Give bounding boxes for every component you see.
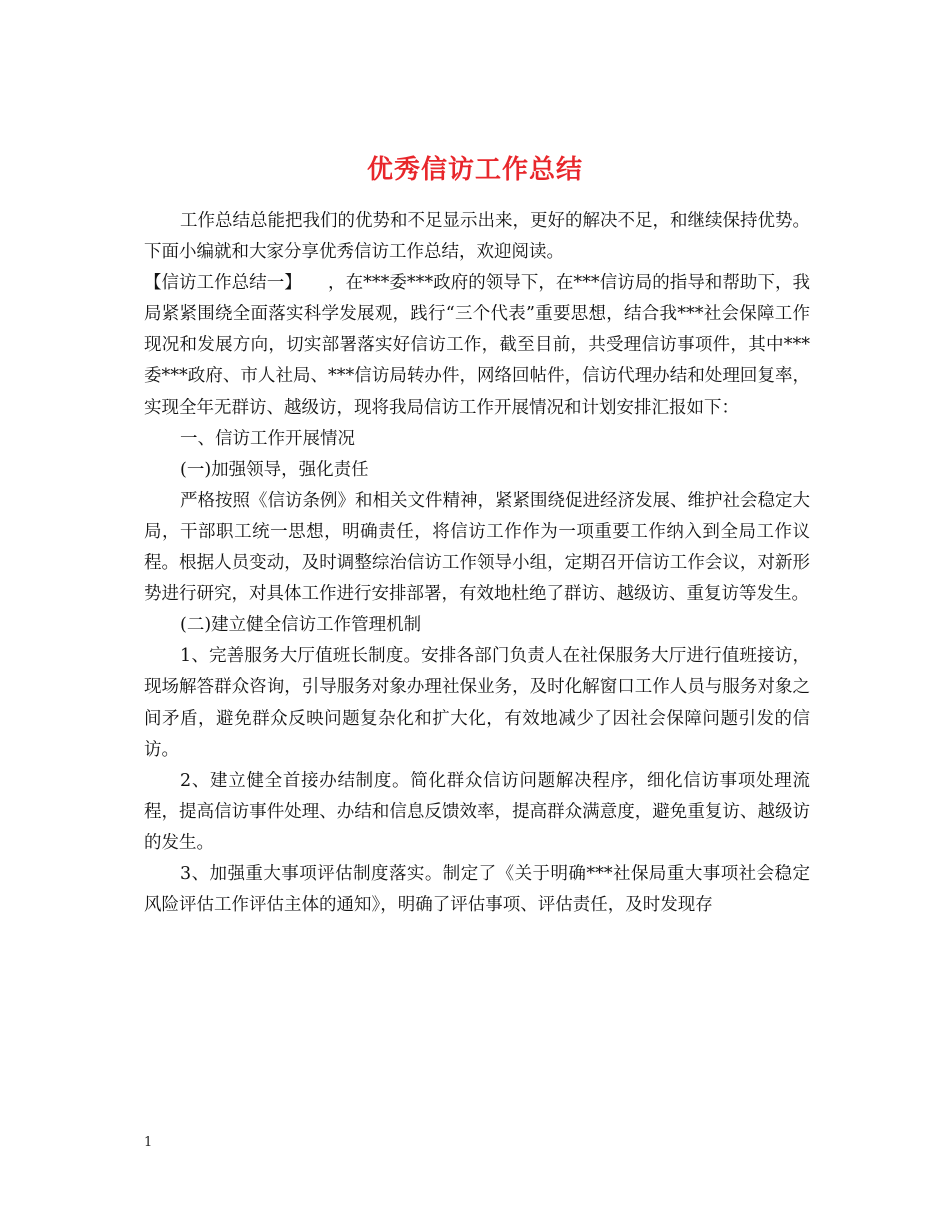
- paragraph: 【信访工作总结一】 ，在***委***政府的领导下，在***信访局的指导和帮助下，我局紧紧围绕全面落实科学发展观，践行“三个代表”重要思想，结合我***社会保障工作现况和发展方向，切实部署落实好信访工作，截至目前，共受理信访事项件，其中***委***政府、市人社局、***信访局转办件，网络回帖件，信访代理办结和处理回复率，实现全年无群访、越级访，现将我局信访工作开展情况和计划安排汇报如下：: [144, 273, 810, 418]
- paragraph: 3、加强重大事项评估制度落实。制定了《关于明确***社保局重大事项社会稳定风险评估工作评估主体的通知》，明确了评估事项、评估责任，及时发现存: [144, 863, 810, 916]
- paragraph: 工作总结总能把我们的优势和不足显示出来，更好的解决不足，和继续保持优势。下面小编就和大家分享优秀信访工作总结，欢迎阅读。: [144, 211, 810, 263]
- paragraph: 1、完善服务大厅值班长制度。安排各部门负责人在社保服务大厅进行值班接访，现场解答群众咨询，引导服务对象办理社保业务，及时化解窗口工作人员与服务对象之间矛盾，避免群众反映问题复杂化和扩大化，有效地减少了因社会保障问题引发的信访。: [144, 646, 810, 760]
- paragraph: 一、信访工作开展情况: [180, 428, 355, 449]
- paragraph: (二)建立健全信访工作管理机制: [180, 615, 422, 636]
- document-body: [144, 206, 810, 921]
- document-title: 优秀信访工作总结: [366, 155, 583, 186]
- paragraph: 2、建立健全首接办结制度。简化群众信访问题解决程序，细化信访事项处理流程，提高信访事件处理、办结和信息反馈效率，提高群众满意度，避免重复访、越级访的发生。: [144, 770, 810, 853]
- paragraph: (一)加强领导，强化责任: [180, 459, 369, 480]
- page-number: 1: [144, 1135, 153, 1150]
- paragraph: 严格按照《信访条例》和相关文件精神，紧紧围绕促进经济发展、维护社会稳定大局，干部职工统一思想，明确责任，将信访工作作为一项重要工作纳入到全局工作议程。根据人员变动，及时调整综治信访工作领导小组，定期召开信访工作会议，对新形势进行研究，对具体工作进行安排部署，有效地杜绝了群访、越级访、重复访等发生。: [144, 490, 810, 605]
